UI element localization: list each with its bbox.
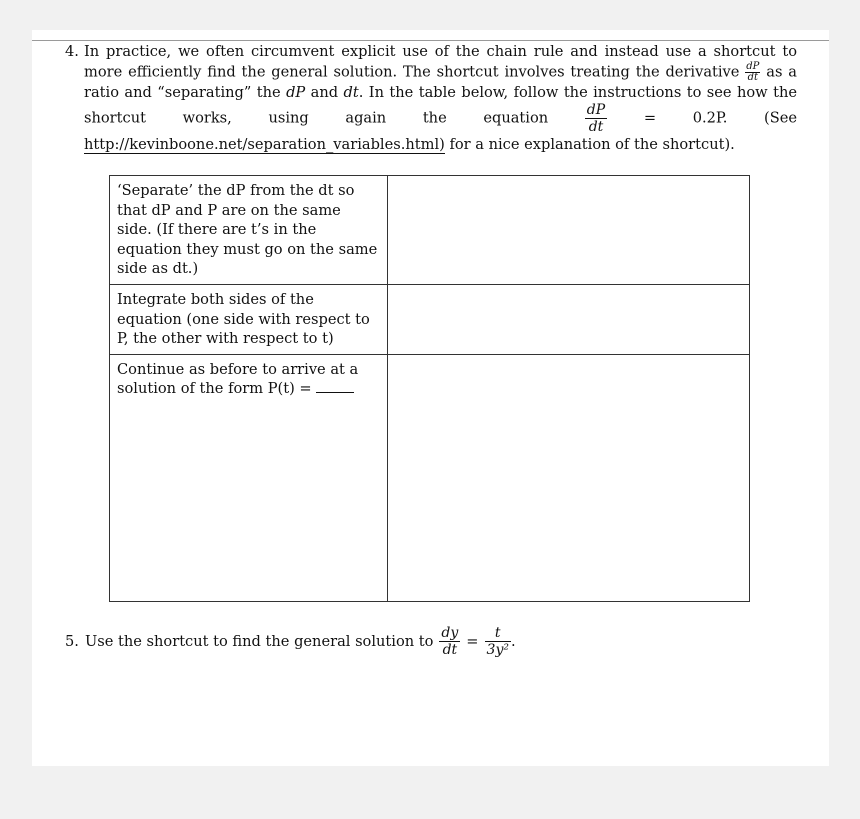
problem-4-text: In practice, we often circumvent explicit use of the chain rule and instead use a shortcut to more efficiently find the general solution. The shortcut involves treating the derivative $\frac{dP}{dt}$ as a ratio and “separating” the dP and dt. In the table below, follow the instructions to see how the shortcut works, using again the equation $\frac{dP}{dt}$ = 0.2P. (See http://kevinboone.net/separation_variables.html) for a nice explanation of the shortcut).	[84, 43, 798, 154]
derivative-fraction: $\frac{dP}{dt}$	[746, 60, 760, 83]
step-integrate-instruction: Integrate both sides of the equation (one side with respect to P, the other with respect to t)	[110, 284, 388, 354]
reference-link[interactable]: http://kevinboone.net/separation_variables.html)	[84, 136, 445, 154]
problem-5: 5. Use the shortcut to find the general solution to $\frac{dy}{dt}$ = $\frac{t}{\text{3y²}}$ .	[65, 625, 516, 658]
lhs-fraction: $\frac{dy}{dt}$	[441, 625, 459, 658]
problem-4	[65, 42, 797, 155]
step-separate-answer[interactable]	[388, 176, 750, 285]
answer-blank	[316, 380, 354, 393]
problem-5-text: Use the shortcut to find the general solution to	[84, 632, 434, 650]
problem-5-number: 5.	[65, 632, 79, 650]
problem-4-number: 4.	[65, 43, 79, 60]
step-solve-instruction: Continue as before to arrive at a solution of the form P(t) =	[110, 354, 388, 601]
equation-rhs: = 0.2P.	[643, 109, 728, 127]
table-row	[110, 284, 750, 354]
worksheet-page	[32, 30, 829, 766]
rhs-fraction: $\frac{t}{\text{3y²}}$	[486, 625, 509, 658]
step-separate-instruction: ‘Separate’ the dP from the dt so that dP and P are on the same side. (If there are t’s in the equation they must go on the same side as dt.)	[110, 176, 388, 285]
step-integrate-answer[interactable]	[388, 284, 750, 354]
table-row	[110, 354, 750, 601]
step-solve-answer[interactable]	[388, 354, 750, 601]
top-divider	[32, 40, 829, 41]
steps-table	[109, 175, 750, 602]
table-row	[110, 176, 750, 285]
equation-fraction: $\frac{dP}{dt}$	[586, 102, 606, 136]
